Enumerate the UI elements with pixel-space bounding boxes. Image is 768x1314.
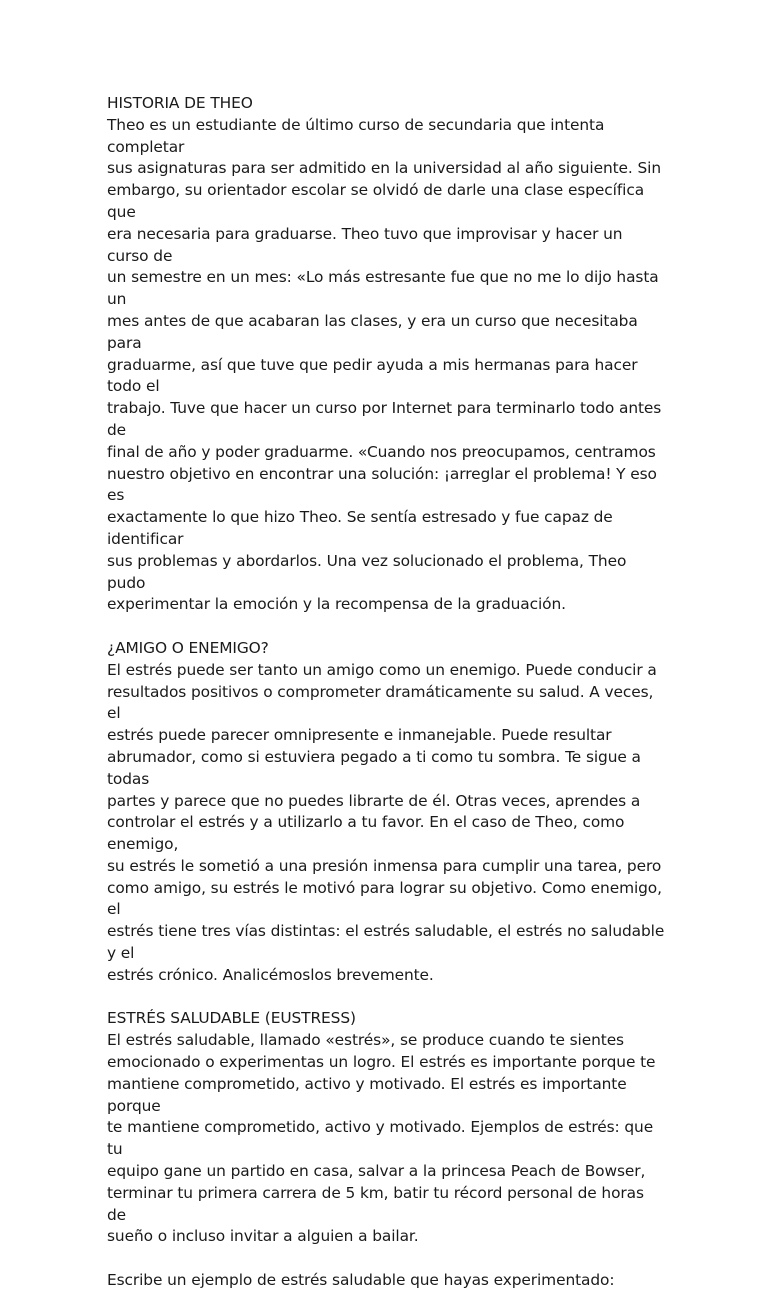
exercise-prompt-block (107, 1270, 667, 1292)
document-body (107, 93, 667, 1314)
section-paragraph: El estrés puede ser tanto un amigo como un enemigo. Puede conducir a resultados positivos o comprometer dramáticamente su salud. A veces, el estrés puede parecer omnipresente e inmanejable. Puede resultar abrumador, como si estuviera pegado a ti como tu sombra. Te sigue a todas partes y parece que no puedes librarte de él. Otras veces, aprendes a controlar el estrés y a utilizarlo a tu favor. En el caso de Theo, como enemigo, su estrés le sometió a una presión inmensa para cumplir una tarea, pero como amigo, su estrés le motivó para lograr su objetivo. Como enemigo, el estrés tiene tres vías distintas: el estrés saludable, el estrés no saludable y el estrés crónico. Analicémoslos brevemente. (107, 660, 665, 984)
section-heading: ¿AMIGO O ENEMIGO? (107, 638, 269, 657)
section-paragraph: El estrés saludable, llamado «estrés», se produce cuando te sientes emocionado o experimentas un logro. El estrés es importante porque te mantiene comprometido, activo y motivado. El estrés es importante porque te mantiene comprometido, activo y motivado. Ejemplos de estrés: que tu equipo gane un partido en casa, salvar a la princesa Peach de Bowser, terminar tu primera carrera de 5 km, batir tu récord personal de horas de sueño o incluso invitar a alguien a bailar. (107, 1031, 656, 1246)
section-estres-saludable (107, 1008, 667, 1248)
section-amigo-o-enemigo (107, 638, 667, 987)
section-paragraph: Theo es un estudiante de último curso de secundaria que intenta completar sus asignaturas para ser admitido en la universidad al año siguiente. Sin embargo, su orientador escolar se olvidó de darle una clase específica que era necesaria para graduarse. Theo tuvo que improvisar y hacer un curso de un semestre en un mes: «Lo más estresante fue que no me lo dijo hasta un mes antes de que acabaran las clases, y era un curso que necesitaba para graduarme, así que tuve que pedir ayuda a mis hermanas para hacer todo el trabajo. Tuve que hacer un curso por Internet para terminarlo todo antes de final de año y poder graduarme. «Cuando nos preocupamos, centramos nuestro objetivo en encontrar una solución: ¡arreglar el problema! Y eso es exactamente lo que hizo Theo. Se sentía estresado y fue capaz de identificar sus problemas y abordarlos. Una vez solucionado el problema, Theo pudo experimentar la emoción y la recompensa de la graduación. (107, 115, 662, 614)
section-historia-de-theo (107, 93, 667, 616)
section-heading: ESTRÉS SALUDABLE (EUSTRESS) (107, 1009, 356, 1028)
exercise-prompt: Escribe un ejemplo de estrés saludable que hayas experimentado: (107, 1271, 615, 1290)
section-heading: HISTORIA DE THEO (107, 94, 253, 112)
